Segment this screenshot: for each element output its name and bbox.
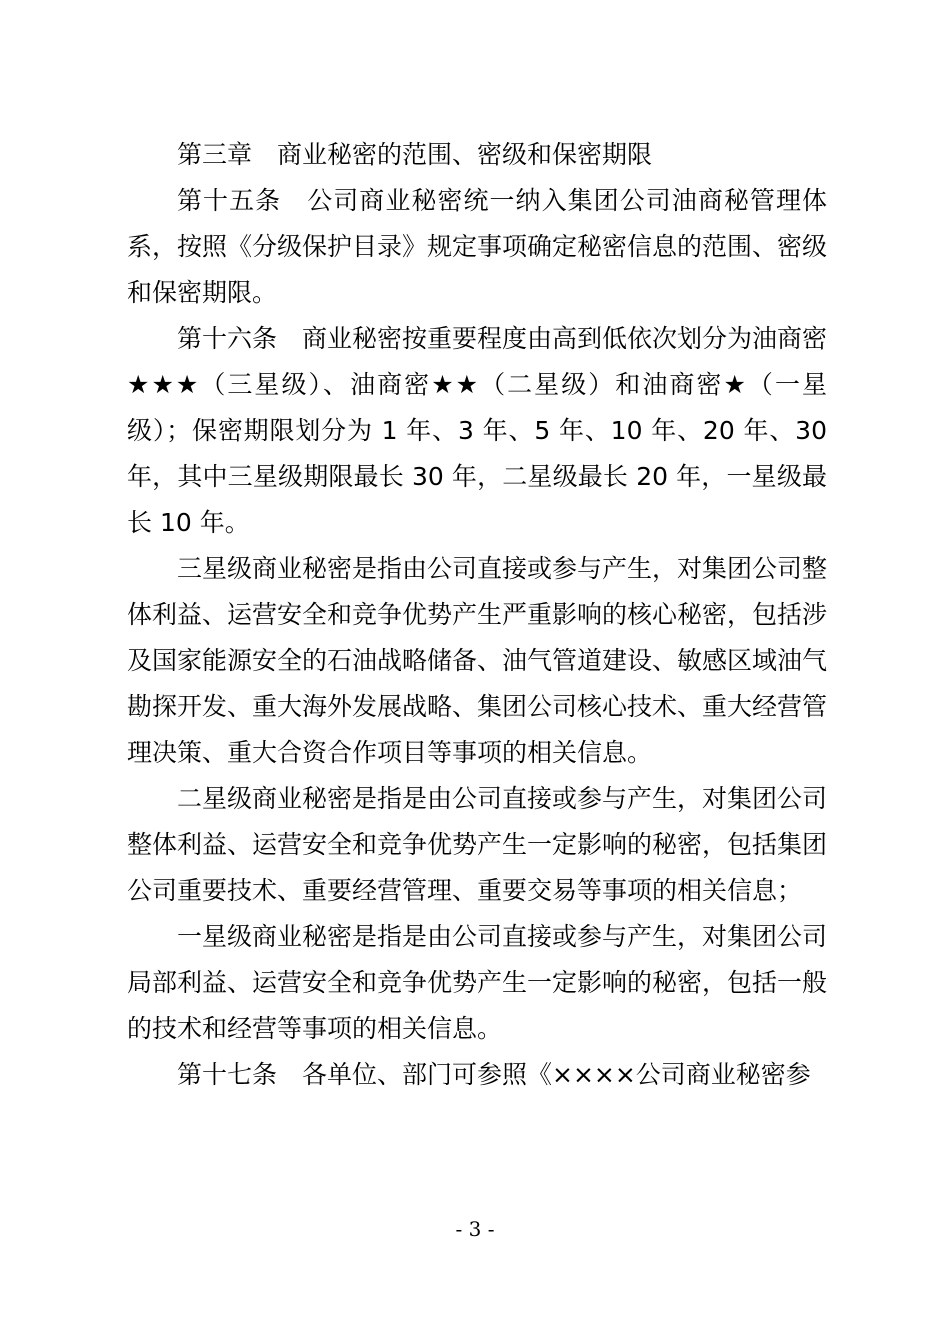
three-star-definition-paragraph: 三星级商业秘密是指由公司直接或参与产生，对集团公司整体利益、运营安全和竞争优势产生严重影响的核心秘密，包括涉及国家能源安全的石油战略储备、油气管道建设、敏感区域油气勘探开发、重大海外发展战略、集团公司核心技术、重大经营管理决策、重大合资合作项目等事项的相关信息。 xyxy=(127,554,828,767)
one-star-definition-paragraph: 一星级商业秘密是指是由公司直接或参与产生，对集团公司局部利益、运营安全和竞争优势产生一定影响的秘密，包括一般的技术和经营等事项的相关信息。 xyxy=(127,922,828,1043)
document-body xyxy=(127,132,827,1098)
two-star-definition-paragraph: 二星级商业秘密是指是由公司直接或参与产生，对集团公司整体利益、运营安全和竞争优势产生一定影响的秘密，包括集团公司重要技术、重要经营管理、重要交易等事项的相关信息； xyxy=(127,784,828,905)
chapter-heading: 第三章 商业秘密的范围、密级和保密期限 xyxy=(177,140,653,169)
article-15-paragraph: 第十五条 公司商业秘密统一纳入集团公司油商秘管理体系，按照《分级保护目录》规定事项确定秘密信息的范围、密级和保密期限。 xyxy=(127,186,828,307)
article-16-paragraph: 第十六条 商业秘密按重要程度由高到低依次划分为油商密★★★（三星级）、油商密★★（二星级）和油商密★（一星级）；保密期限划分为 1 年、3 年、5 年、10 年、20 年、30 年，其中三星级期限最长 30 年，二星级最长 20 年，一星级最长 10 年。 xyxy=(127,324,828,537)
page-number: - 3 - xyxy=(455,1217,495,1241)
article-17-paragraph: 第十七条 各单位、部门可参照《××××公司商业秘密参 xyxy=(177,1060,811,1089)
